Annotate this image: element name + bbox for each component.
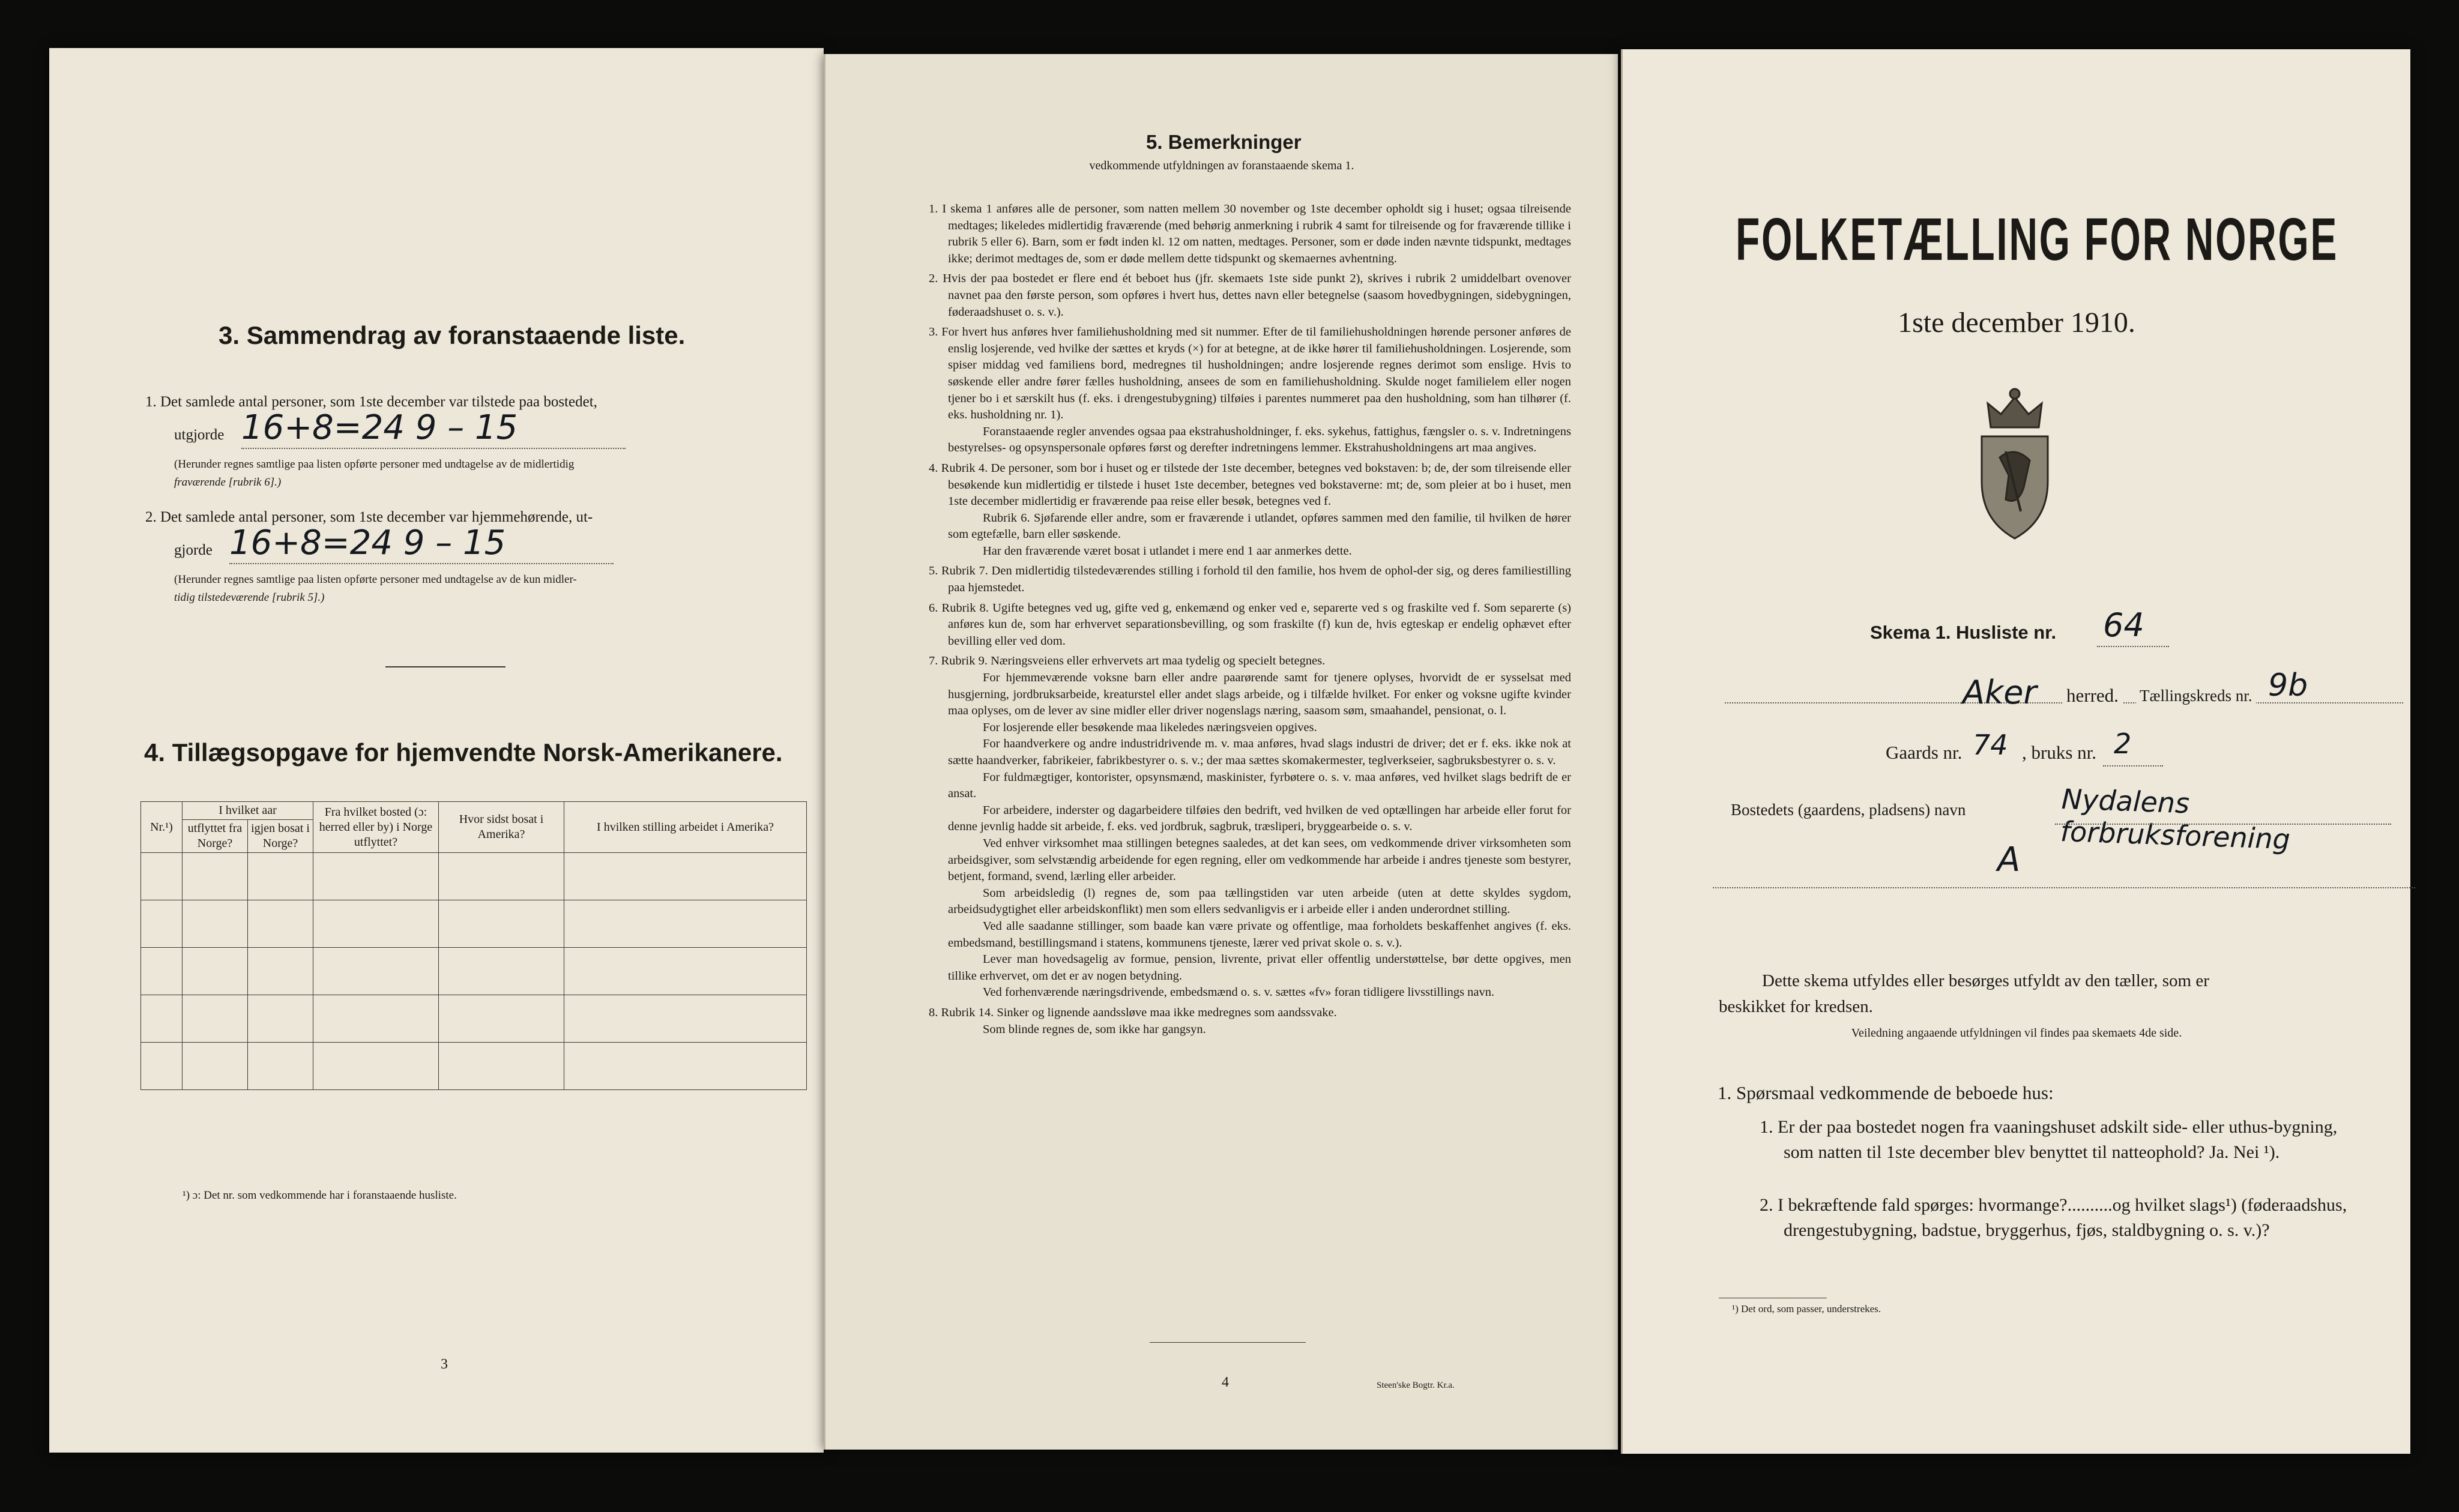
table-footnote: ¹) ɔ: Det nr. som vedkommende har i foranstaaende husliste. [183, 1189, 457, 1202]
remark-paragraph: 2. Hvis der paa bostedet er flere end ét beboet hus (jfr. skemaets 1ste side punkt 2), skrives i rubrik 2 umiddelbart ovenover navnet paa den første person, som opføres i hvert hus, dettes navn eller betegnelse (saasom hovedbygningen, sidebygningen, føderaadshuset o. s. v.). [929, 272, 1571, 319]
instruction-line-1: Dette skema utfyldes eller besørges utfyldt av den tæller, som er [1762, 971, 2209, 990]
table-row [141, 900, 807, 948]
col-stilling-header: I hvilken stilling arbeidet i Amerika? [564, 802, 807, 853]
coat-of-arms-icon [1964, 385, 2066, 547]
remark-paragraph: Ved enhver virksomhet maa stillingen betegnes saaledes, at det kan sees, om vedkommende driver virksomheten som arbeidsgiver, som selvstændig arbeidende for egen regning, eller om vedkommende har arbeide i andres tjeneste som bestyrer, betjent, formand, svend, lærling eller arbeider. [948, 836, 1571, 884]
bruks-line [2103, 765, 2163, 767]
gaards-value: 74 [1973, 729, 2008, 761]
item-1-text: 1. Det samlede antal personer, som 1ste december var tilstede paa bostedet, [145, 394, 597, 410]
remark-paragraph: Rubrik 6. Sjøfarende eller andre, som er fraværende i utlandet, opføres sammen med den familie, til hvilken de hører som egtefælle, barn eller søskende. [948, 511, 1571, 541]
norsk-amerikaner-table [140, 801, 807, 1090]
item-1-label: utgjorde [174, 427, 225, 443]
bosted-value: Nydalens forbruksforening [2060, 783, 2291, 856]
kreds-label: Tællingskreds nr. [2136, 682, 2256, 709]
remark-paragraph: 8. Rubrik 14. Sinker og lignende aandssløve maa ikke medregnes som aandssvake. [929, 1005, 1337, 1019]
instruction-line-2: beskikket for kredsen. [1719, 997, 1873, 1016]
front-footnote: ¹) Det ord, som passer, understrekes. [1732, 1303, 1881, 1315]
census-date: 1ste december 1910. [1898, 307, 2135, 339]
page-number: 4 [1222, 1375, 1229, 1390]
table-row [141, 948, 807, 995]
item-2-text: 2. Det samlede antal personer, som 1ste december var hjemmehørende, ut- [145, 509, 593, 525]
remark-paragraph: Har den fraværende været bosat i utlandet i mere end 1 aar anmerkes dette. [983, 544, 1352, 558]
table-row [141, 995, 807, 1043]
remark-paragraph: For haandverkere og andre industridrivende m. v. maa anføres, hvad slags industri de driver; det er f. eks. ikke nok at sætte haandverker, fabrikeier, fabrikbestyrer o. s. v.; der maa sættes skomakermester, teglverkseier, sagbruksbestyrer o. s. v. [948, 737, 1571, 767]
col-utflyttet-header: utflyttet fra Norge? [183, 820, 248, 853]
bosted-line-2 [1713, 887, 2415, 888]
col-nr-header: Nr.¹) [141, 802, 183, 853]
item-2-note-2: tidig tilstedeværende [rubrik 5].) [174, 591, 325, 604]
item-1-note-2: fraværende [rubrik 6].) [174, 476, 282, 489]
printer-mark: Steen'ske Bogtr. Kr.a. [1377, 1381, 1455, 1390]
herred-value: Aker [1963, 673, 2037, 711]
col-igjen-header: igjen bosat i Norge? [248, 820, 313, 853]
bosted-value-2: A [1997, 840, 2021, 879]
item-1-fill-line [241, 448, 626, 449]
kreds-value: 9b [2268, 667, 2308, 703]
questions-title: 1. Spørsmaal vedkommende de beboede hus: [1718, 1082, 2054, 1103]
remarks-body [929, 201, 1571, 1038]
remark-paragraph: Som arbeidsledig (l) regnes de, som paa tællingstiden var uten arbeide (uten at dette skyldes sygdom, arbeidsudygtighet eller arbeidskonflikt) men som ellers sedvanligvis er i arbeide eller i anden underordnet stilling. [948, 886, 1571, 917]
col-fra-header: Fra hvilket bosted (ɔ: herred eller by) i Norge utflyttet? [313, 802, 439, 853]
page-3-summary [49, 48, 824, 1453]
schema-label: Skema 1. Husliste nr. [1870, 622, 2057, 643]
remark-paragraph: Som blinde regnes de, som ikke har gangsyn. [983, 1022, 1206, 1036]
gaards-label: Gaards nr. [1886, 742, 1963, 763]
section-4-title: 4. Tillægsopgave for hjemvendte Norsk-Amerikanere. [144, 738, 783, 767]
husliste-nr-value: 64 [2103, 606, 2144, 644]
group-header-aar: I hvilket aar [183, 802, 313, 820]
remark-paragraph: For hjemmeværende voksne barn eller andre paarørende samt for tjenere oplyses, hvorvidt de er sysselsat med husgjerning, jordbruksarbeide, kreaturstel eller andet slags arbeide, og i tilfælde hvilket. For enker og voksne ugifte kvinder maa oplyses, om de lever av sine midler eller driver nogenslags næring, saasom søm, smaahandel, pensionat, o. l. [948, 671, 1571, 718]
remarks-title: 5. Bemerkninger [1146, 131, 1302, 153]
item-1-note-1: (Herunder regnes samtlige paa listen opførte personer med undtagelse av de midlertidig [174, 458, 575, 471]
census-title: FOLKETÆLLING FOR NORGE [1736, 206, 2339, 273]
bosted-line [2055, 824, 2391, 825]
item-1-handwritten-count: 16+8=24 9 – 15 [241, 408, 518, 447]
bruks-value: 2 [2114, 727, 2132, 760]
section-3-title: 3. Sammendrag av foranstaaende liste. [219, 321, 686, 349]
item-2-handwritten-count: 16+8=24 9 – 15 [229, 523, 506, 562]
remark-paragraph: 5. Rubrik 7. Den midlertidig tilstedeværendes stilling i forhold til den familie, hos hvem de ophol-der sig, og deres familiestilling paa hjemstedet. [929, 564, 1571, 595]
remark-paragraph: 4. Rubrik 4. De personer, som bor i huset og er tilstede der 1ste december, betegnes ved bokstaven: b; de, der som tilreisende eller besøkende kun midlertidig er tilstede i huset 1ste december, betegnes ved bokstaverne: mt; de, som pleier at bo i huset, men 1ste december midlertidig er fraværende paa reise eller besøk, betegnes ved f. [929, 461, 1571, 508]
question-2: 2. I bekræftende fald spørges: hvormange?..........og hvilket slags¹) (føderaadshus, drengestubygning, badstue, bryggerhus, fjøs, staldbygning o. s. v.)? [1760, 1195, 2347, 1240]
separator-rule [385, 666, 505, 667]
item-2-label: gjorde [174, 542, 213, 558]
herred-label: herred. [2063, 682, 2122, 709]
item-2-note-1: (Herunder regnes samtlige paa listen opførte personer med undtagelse av de kun midler- [174, 573, 577, 586]
bosted-label: Bostedets (gaardens, pladsens) navn [1731, 801, 1966, 819]
table-row [141, 1043, 807, 1090]
page-number: 3 [441, 1357, 448, 1372]
remark-paragraph: For arbeidere, inderster og dagarbeidere tilføies den bedrift, ved hvilken de ved optællingen har arbeide eller forut for denne jevnlig hadde sit arbeide, f. eks. ved jordbruk, sagbruk, træsliperi, bryggearbeide o. s. v. [948, 803, 1571, 834]
remark-paragraph: For fuldmægtiger, kontorister, opsynsmænd, maskinister, fyrbøtere o. s. v. maa anføres, ved hvilket slags bedrift de er ansat. [948, 770, 1571, 801]
remark-paragraph: Foranstaaende regler anvendes ogsaa paa ekstrahusholdninger, f. eks. sykehus, fattighus, fængsler o. s. v. Indretningens bestyrelses- og opsynspersonale opføres først og derefter indretningens lemmer. Ekstrahusholdningens art maa angives. [948, 424, 1571, 455]
remark-paragraph: Lever man hovedsagelig av formue, pension, livrente, privat eller offentlig understøttelse, bør dette opgives, men tillike erhvervet, om det er av nogen betydning. [948, 953, 1571, 983]
item-2-fill-line [229, 563, 614, 564]
remark-paragraph: 7. Rubrik 9. Næringsveiens eller erhvervets art maa tydelig og specielt betegnes. [929, 654, 1326, 668]
question-1: 1. Er der paa bostedet nogen fra vaaningshuset adskilt side- eller uthus-bygning, som natten til 1ste december blev benyttet til natteophold? Ja. Nei ¹). [1760, 1117, 2338, 1162]
husliste-nr-line [2097, 646, 2169, 647]
table-row [141, 853, 807, 900]
remark-paragraph: 1. I skema 1 anføres alle de personer, som natten mellem 30 november og 1ste december opholdt sig i huset; ogsaa tilreisende medtages; likeledes midlertidig fraværende (med behørig anmerkning i rubrik 4 samt for tilreisende og for fraværende tillike i rubrik 5 eller 6). Barn, som er født inden kl. 12 om natten, medtages. Personer, som er døde inden nævnte tidspunkt, medtages ikke; derimot medtages de, som er døde mellem dette tidspunkt og skemaernes avhentning. [929, 202, 1571, 265]
remark-paragraph: 6. Rubrik 8. Ugifte betegnes ved ug, gifte ved g, enkemænd og enker ved e, separerte ved s og fraskilte ved f. Som separerte (s) anføres kun de, som har erhvervet separationsbevilling, og som fraskilte (f) kun de, hvis egteskap er endelig ophævet efter bevilling eller ved dom. [929, 601, 1571, 648]
remark-paragraph: For losjerende eller besøkende maa likeledes næringsveien opgives. [983, 720, 1317, 734]
col-hvor-header: Hvor sidst bosat i Amerika? [439, 802, 564, 853]
remarks-subtitle: vedkommende utfyldningen av foranstaaende skema 1. [1089, 159, 1354, 172]
remark-paragraph: 3. For hvert hus anføres hver familiehusholdning med sit nummer. Efter de til familiehusholdningen hørende personer anføres de enslig losjerende, ved hvilke der sættes et kryds (×) for at betegne, at de ikke hører til familiehusholdningen. Losjerende, som spiser middag ved familiens bord, medregnes til husholdningen; andre losjerende regnes derimot som enslige. Hvis to søskende eller andre fører fælles husholdning, ansees de som en familiehusholdning. Skulde noget familielem eller nogen tjener bo i et særskilt hus (f. eks. i drengestubygning) tilføies i parentes nummeret paa den husholdning, som han tilhører (f. eks. husholdning nr. 1). [929, 325, 1571, 422]
veiledning-note: Veiledning angaaende utfyldningen vil findes paa skemaets 4de side. [1851, 1026, 2182, 1040]
remark-paragraph: Ved alle saadanne stillinger, som baade kan være private og offentlige, maa forholdets beskaffenhet angives (f. eks. embedsmand, bestillingsmand i statens, kommunens tjeneste, lærer ved privat skole o. s. v.). [948, 919, 1571, 950]
remark-paragraph: Ved forhenværende næringsdrivende, embedsmænd o. s. v. sættes «fv» foran tidligere livsstillings navn. [983, 986, 1495, 999]
bruks-label: , bruks nr. [2022, 742, 2096, 763]
front-page [1621, 49, 2410, 1454]
end-rule [1150, 1342, 1306, 1343]
page-4-remarks [824, 54, 1618, 1450]
